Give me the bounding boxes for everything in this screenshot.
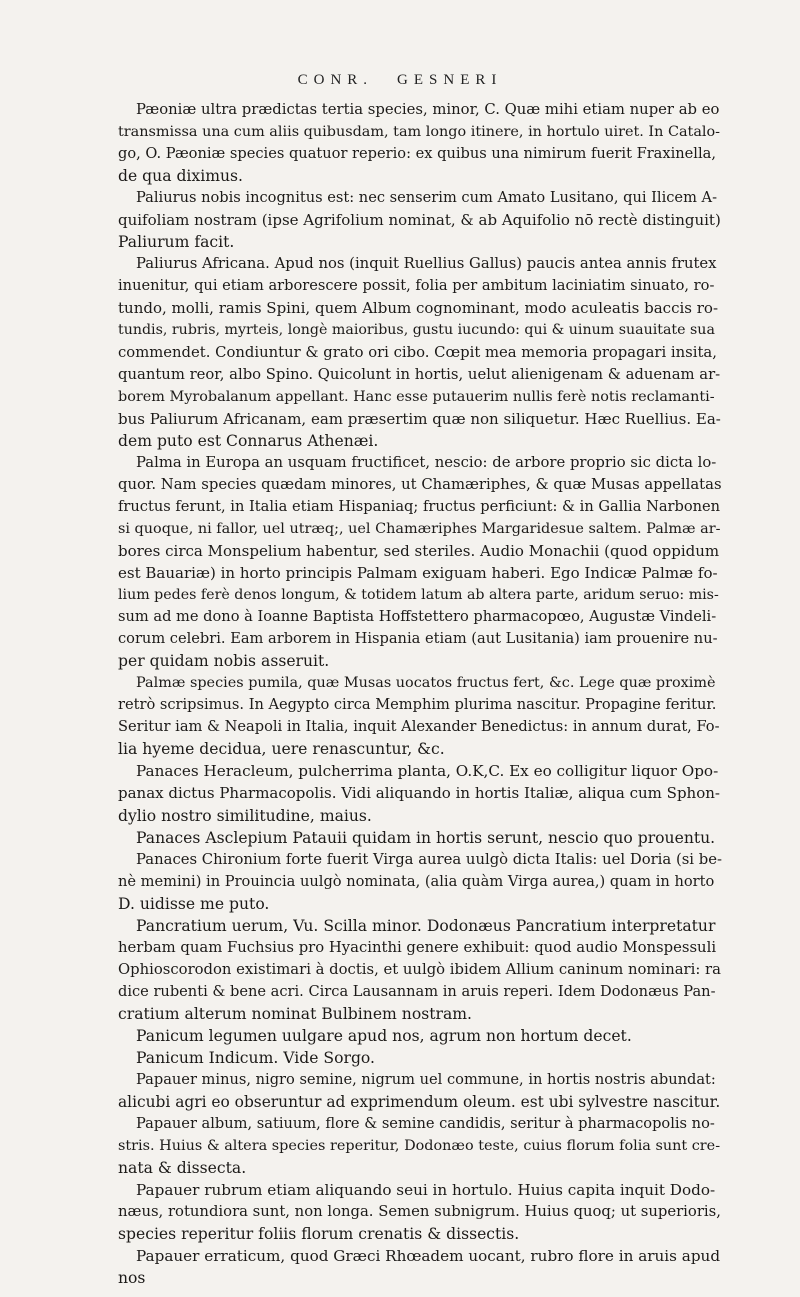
text-line: Panaces Chironium forte fuerit Virga aurea uulgò dicta Italis: uel Doria (si be- — [136, 850, 722, 868]
text-line: Papauer minus, nigro semine, nigrum uel commune, in hortis nostris abundat: — [136, 1071, 716, 1089]
text-line: Paliurus nobis incognitus est: nec senserim cum Amato Lusitano, qui Ilicem A- — [136, 189, 718, 207]
text-line: si quoque, ni fallor, uel utræq;, uel Chamæriphes Margaridesue saltem. Palmæ ar- — [118, 520, 721, 537]
header-right: GESNERI — [397, 72, 503, 88]
text-line: Seritur iam & Neapoli in Italia, inquit Alexander Benedictus: in annum durat, Fo- — [118, 718, 720, 736]
text-line: dylio nostro similitudine, maius. — [118, 806, 372, 825]
text-line: Paliurum facit. — [118, 233, 235, 252]
text-line: næus, rotundiora sunt, non longa. Semen subnigrum. Huius quoq; ut superioris, — [118, 1203, 721, 1221]
page-body — [118, 99, 722, 1290]
text-line: Panaces Heracleum, pulcherrima planta, O.K,C. Ex eo colligitur liquor Opo- — [136, 762, 719, 781]
text-line: est Bauariæ) in horto principis Palmam exiguam haberi. Ego Indicæ Palmæ fo- — [118, 563, 718, 582]
text-line: D. uidisse me puto. — [118, 894, 270, 913]
text-line: Palma in Europa an usquam fructificet, nescio: de arbore proprio sic dicta lo- — [136, 453, 717, 471]
text-line: retrò scripsimus. In Aegypto circa Memphim plurima nascitur. Propagine feritur. — [118, 696, 717, 714]
text-line: inuenitur, qui etiam arborescere possit, folia per ambitum laciniatim sinuato, ro- — [118, 277, 715, 295]
text-line: Papauer rubrum etiam aliquando seui in hortulo. Huius capita inquit Dodo- — [136, 1181, 716, 1200]
text-line: species reperitur foliis florum crenatis & dissectis. — [118, 1225, 520, 1244]
text-line: bores circa Monspelium habentur, sed steriles. Audio Monachii (quod oppidum — [118, 541, 720, 560]
text-line: Panicum Indicum. Vide Sorgo. — [136, 1049, 376, 1068]
text-line: dice rubenti & bene acri. Circa Lausannam in aruis reperi. Idem Dodonæus Pan- — [118, 982, 716, 1000]
text-line: Paliurus Africana. Apud nos (inquit Ruellius Gallus) paucis antea annis frutex — [136, 255, 717, 273]
text-line: cratium alterum nominat Bulbinem nostram. — [118, 1004, 472, 1023]
text-line: commendet. Condiuntur & grato ori cibo. Cœpit mea memoria propagari insita, — [118, 343, 717, 361]
text-line: Pæoniæ ultra prædictas tertia species, minor, C. Quæ mihi etiam nuper ab eo — [136, 101, 720, 118]
text-line: quor. Nam species quædam minores, ut Chamæriphes, & quæ Musas appellatas — [118, 475, 722, 493]
text-line: Palmæ species pumila, quæ Musas uocatos fructus fert, &c. Lege quæ proximè — [136, 675, 716, 692]
text-line: Papauer album, satiuum, flore & semine candidis, seritur à pharmacopolis no- — [136, 1115, 715, 1133]
text-line: nè memini) in Prouincia uulgò nominata, (alia quàm Virga aurea,) quam in horto — [118, 872, 715, 890]
text-line: Panicum legumen uulgare apud nos, agrum non hortum decet. — [136, 1026, 632, 1045]
text-line: herbam quam Fuchsius pro Hyacinthi genere exhibuit: quod audio Monspessuli — [118, 938, 717, 956]
text-line: borem Myrobalanum appellant. Hanc esse putauerim nullis ferè notis reclamanti- — [118, 388, 715, 405]
text-line: de qua diximus. — [118, 167, 243, 186]
text-line: quantum reor, albo Spino. Quicolunt in hortis, uelut alienigenam & aduenam ar- — [118, 365, 721, 383]
running-header — [0, 72, 800, 89]
text-line: sum ad me dono à Ioanne Baptista Hoffstettero pharmacopœo, Augustæ Vindeli- — [118, 608, 717, 626]
text-line: stris. Huius & altera species reperitur, Dodonæo teste, cuius florum folia sunt cre- — [118, 1138, 721, 1155]
text-line: bus Paliurum Africanam, eam præsertim quæ non siliquetur. Hæc Ruellius. Ea- — [118, 409, 721, 428]
text-line: panax dictus Pharmacopolis. Vidi aliquando in hortis Italiæ, aliqua cum Sphon- — [118, 784, 720, 803]
text-line: lia hyeme decidua, uere renascuntur, &c. — [118, 740, 445, 759]
text-line: corum celebri. Eam arborem in Hispania etiam (aut Lusitania) iam prouenire nu- — [118, 630, 718, 648]
text-line: per quidam nobis asseruit. — [118, 652, 330, 671]
text-line: Papauer erraticum, quod Græci Rhœadem uocant, rubro flore in aruis apud — [136, 1247, 721, 1266]
text-line: tundis, rubris, myrteis, longè maioribus, gustu iucundo: qui & uinum suauitate sua — [118, 322, 715, 339]
text-line: Panaces Asclepium Patauii quidam in hortis serunt, nescio quo prouentu. — [136, 828, 716, 847]
text-line: dem puto est Connarus Athenæi. — [118, 431, 379, 450]
text-line: fructus ferunt, in Italia etiam Hispaniaq; fructus perficiunt: & in Gallia Narbonen — [118, 497, 721, 515]
text-line: Pancratium uerum, Vu. Scilla minor. Dodonæus Pancratium interpretatur — [136, 916, 716, 935]
text-line: lium pedes ferè denos longum, & totidem latum ab altera parte, aridum seruo: mis- — [118, 587, 719, 604]
text-line: Ophioscorodon existimari à doctis, et uulgò ibidem Allium caninum nominari: ra — [118, 960, 721, 978]
text-line: transmissa una cum aliis quibusdam, tam longo itinere, in hortulo uiret. In Catalo- — [118, 124, 721, 141]
text-line: tundo, molli, ramis Spini, quem Album cognominant, modo aculeatis baccis ro- — [118, 299, 719, 318]
text-line: quifoliam nostram (ipse Agrifolium nominat, & ab Aquifolio nō rectè distinguit) — [118, 211, 721, 230]
text-line: nata & dissecta. — [118, 1159, 247, 1178]
header-left: CONR. — [297, 72, 374, 88]
text-line: alicubi agri eo obseruntur ad exprimendum oleum. est ubi sylvestre nascitur. — [118, 1093, 721, 1112]
text-line: nos — [118, 1269, 146, 1288]
text-line: go, O. Pæoniæ species quatuor reperio: ex quibus una nimirum fuerit Fraxinella, — [118, 145, 716, 163]
